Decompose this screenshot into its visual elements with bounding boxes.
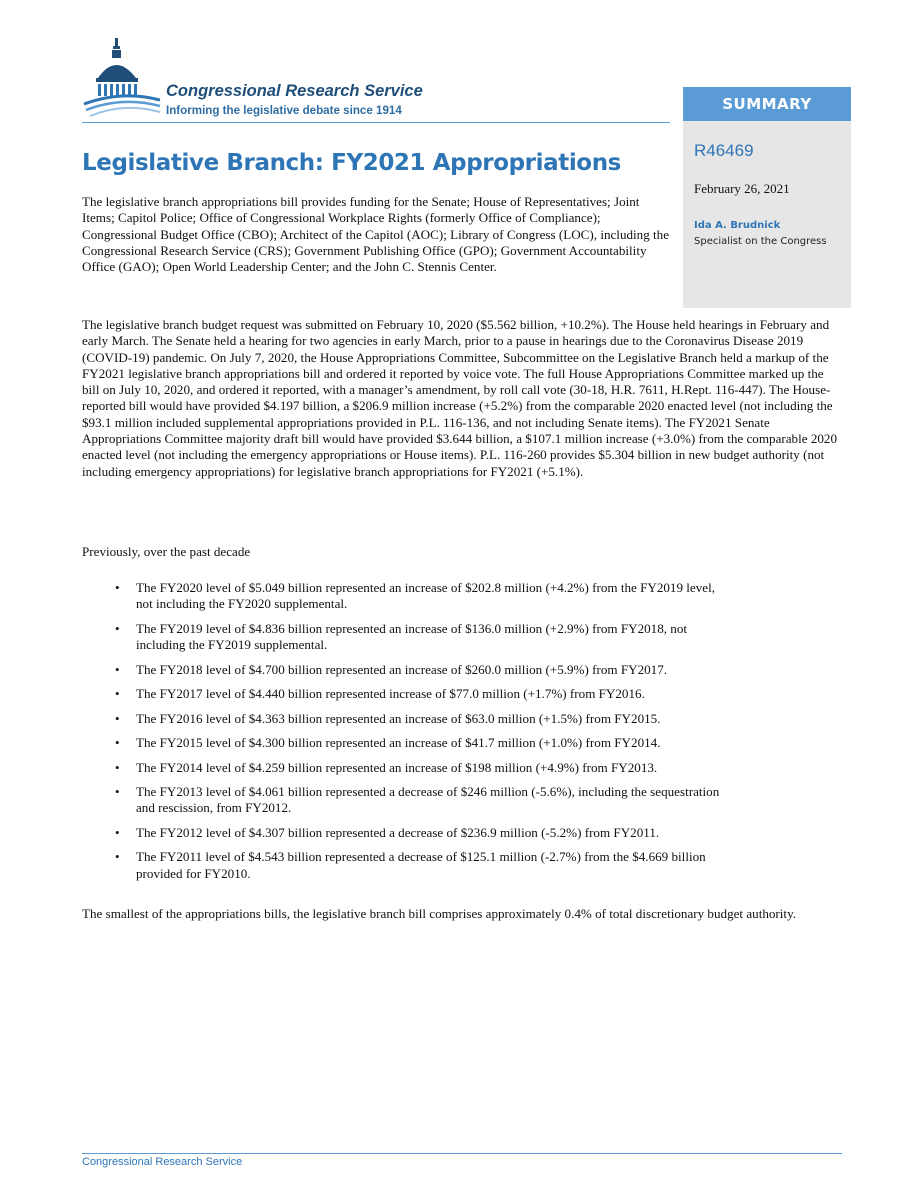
list-item: • The FY2016 level of $4.363 billion represented an increase of $63.0 million (+1.5%) from FY2015.	[115, 710, 661, 726]
budget-paragraph: The legislative branch budget request was submitted on February 10, 2020 ($5.562 billion, +10.2%). The House held hearings in February and early March. The Senate held a hearing for two agencies in early March, prior to a pause in hearings due to the Coronavirus Disease 2019 (COVID-19) pandemic. On July 7, 2020, the House Appropriations Committee, Subcommittee on the Legislative Branch held a markup of the FY2021 legislative branch appropriations bill and ordered it reported by voice vote. The full House Appropriations Committee marked up the bill on July 10, 2020, and ordered it reported, with a manager’s amendment, by roll call vote (30-18, H.R. 7611, H.Rept. 116-447). The House-reported bill would have provided $4.197 billion, a $206.9 million increase (+5.2%) from the comparable 2020 enacted level (not including the $93.1 million included supplemental appropriations provided in P.L. 116-136, and not including Senate items). The FY2021 Senate Appropriations Committee majority draft bill would have provided $3.644 billion, a $107.1 million increase (+3.0%) from the comparable 2020 enacted level (not including the emergency appropriations or House items). P.L. 116-260 provides $5.304 billion in new budget authority (not including emergency appropriations) for legislative branch appropriations for FY2021 (+5.1%).	[82, 317, 838, 479]
page-title: Legislative Branch: FY2021 Appropriations	[82, 150, 621, 176]
list-item: • The FY2020 level of $5.049 billion represented an increase of $202.8 million (+4.2%) from the FY2019 level, not including the FY2020 supplemental.	[115, 580, 716, 612]
bullet-dot-icon: •	[115, 783, 120, 799]
author-title: Specialist on the Congress	[694, 236, 827, 247]
report-date: February 26, 2021	[694, 181, 790, 196]
list-item: • The FY2011 level of $4.543 billion represented a decrease of $125.1 million (-2.7%) from the $4.669 billion provided for FY2010.	[115, 849, 706, 881]
bullet-dot-icon: •	[115, 686, 120, 702]
org-name: Congressional Research Service	[166, 82, 423, 100]
org-tagline: Informing the legislative debate since 1914	[166, 104, 402, 117]
list-item: • The FY2014 level of $4.259 billion represented an increase of $198 million (+4.9%) from FY2013.	[115, 759, 658, 775]
author-name: Ida A. Brudnick	[694, 220, 781, 231]
footer-text: Congressional Research Service	[82, 1156, 243, 1168]
list-item: • The FY2013 level of $4.061 billion represented a decrease of $246 million (-5.6%), including the sequestration and rescission, from FY2012.	[115, 783, 720, 816]
crs-logo	[82, 34, 482, 124]
bullet-dot-icon: •	[115, 710, 120, 726]
summary-sidebar	[683, 87, 851, 308]
list-item: • The FY2017 level of $4.440 billion represented increase of $77.0 million (+1.7%) from FY2016.	[115, 686, 645, 702]
list-item: • The FY2015 level of $4.300 billion represented an increase of $41.7 million (+1.0%) from FY2014.	[115, 735, 661, 751]
bullet-dot-icon: •	[115, 759, 120, 775]
list-item: • The FY2019 level of $4.836 billion represented an increase of $136.0 million (+2.9%) from FY2018, not including the FY2019 supplemental.	[115, 620, 688, 653]
report-number: R46469	[694, 141, 754, 160]
bullet-dot-icon: •	[115, 824, 120, 840]
footer-divider	[82, 1153, 842, 1154]
bullet-dot-icon: •	[115, 661, 120, 677]
bullet-dot-icon: •	[115, 620, 120, 636]
summary-label: SUMMARY	[683, 87, 851, 121]
bullet-dot-icon: •	[115, 849, 120, 865]
header-divider	[82, 122, 670, 123]
bullet-dot-icon: •	[115, 580, 120, 595]
intro-paragraph: The legislative branch appropriations bill provides funding for the Senate; House of Representatives; Joint Items; Capitol Police; Office of Congressional Workplace Rights (formerly Office of Compliance); Congressional Budget Office (CBO); Architect of the Capitol (AOC); Library of Congress (LOC), including the Congressional Research Service (CRS); Government Publishing Office (GPO); Government Accountability Office (GAO); Open World Leadership Center; and the John C. Stennis Center.	[82, 194, 670, 275]
closing-paragraph: The smallest of the appropriations bills, the legislative branch bill comprises approximately 0.4% of total discretionary budget authority.	[82, 906, 797, 921]
previously-paragraph: Previously, over the past decade	[82, 544, 251, 559]
bullet-dot-icon: •	[115, 735, 120, 751]
list-item: • The FY2018 level of $4.700 billion represented an increase of $260.0 million (+5.9%) from FY2017.	[115, 661, 668, 677]
list-item: • The FY2012 level of $4.307 billion represented a decrease of $236.9 million (-5.2%) from FY2011.	[115, 824, 660, 840]
capitol-dome-icon	[82, 34, 162, 124]
decade-history-list	[82, 580, 782, 890]
